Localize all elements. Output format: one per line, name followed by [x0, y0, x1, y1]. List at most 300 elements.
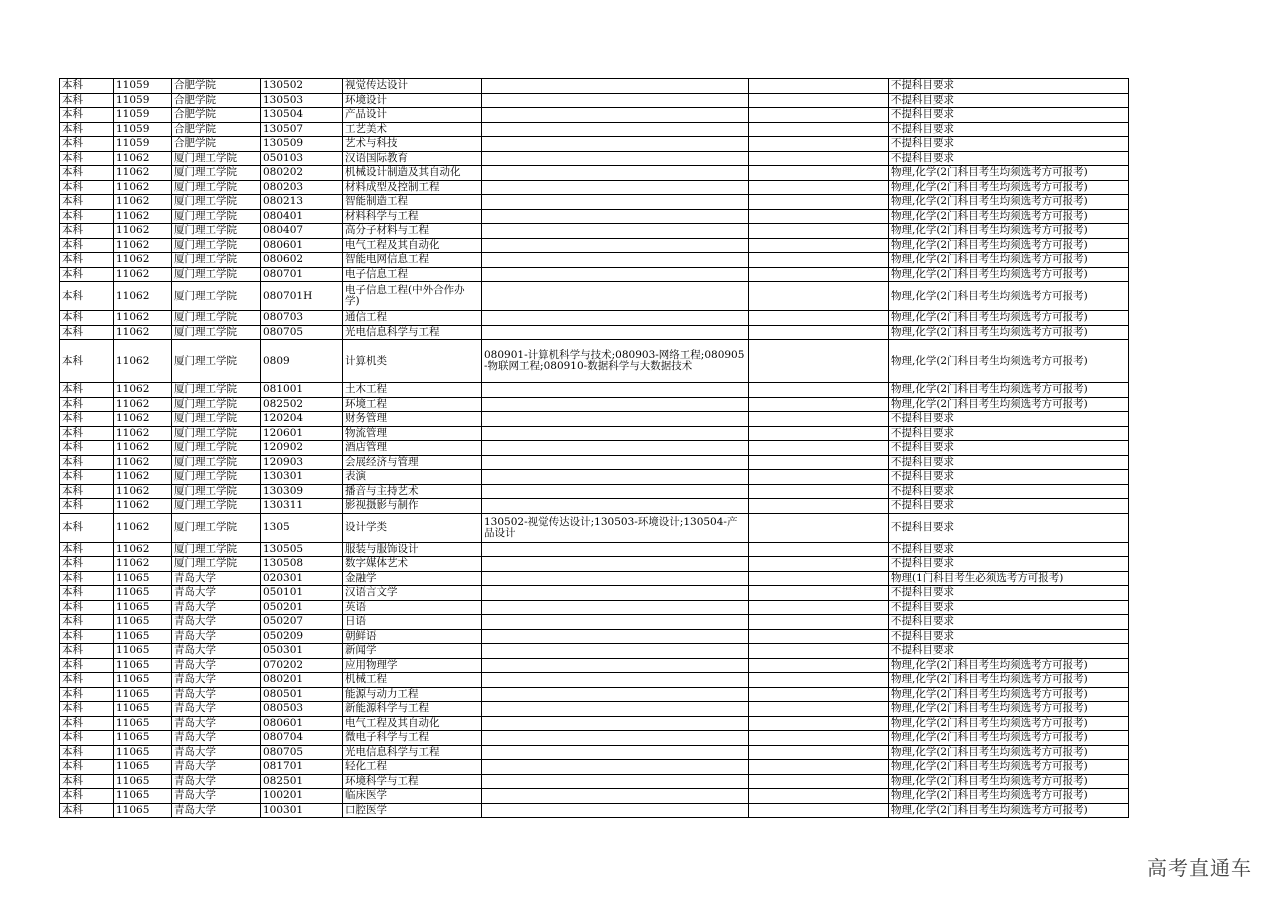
- table-row: [60, 441, 1129, 456]
- included-majors-cell: [482, 79, 749, 94]
- level-cell: 本科: [60, 397, 114, 412]
- major-name-cell: 土木工程: [343, 383, 482, 398]
- major-name-cell: 智能电网信息工程: [343, 253, 482, 268]
- school-name-cell: 厦门理工学院: [172, 166, 261, 181]
- included-majors-cell: [482, 499, 749, 514]
- level-cell: 本科: [60, 644, 114, 659]
- school-code-cell: 11065: [114, 615, 172, 630]
- level-cell: 本科: [60, 412, 114, 427]
- subject-requirement-cell: 不提科目要求: [889, 644, 1129, 659]
- major-name-cell: 产品设计: [343, 108, 482, 123]
- major-code-cell: 080401: [261, 209, 343, 224]
- included-majors-cell: [482, 745, 749, 760]
- major-name-cell: 光电信息科学与工程: [343, 325, 482, 340]
- major-name-cell: 通信工程: [343, 311, 482, 326]
- subject-requirements-table: [59, 78, 1129, 818]
- major-code-cell: 080407: [261, 224, 343, 239]
- school-name-cell: 合肥学院: [172, 93, 261, 108]
- level-cell: 本科: [60, 571, 114, 586]
- major-code-cell: 081701: [261, 760, 343, 775]
- table-row: [60, 557, 1129, 572]
- major-name-cell: 新闻学: [343, 644, 482, 659]
- school-name-cell: 青岛大学: [172, 716, 261, 731]
- subject-requirement-cell: 物理,化学(2门科目考生均须选考方可报考): [889, 673, 1129, 688]
- subject-requirement-cell: 物理,化学(2门科目考生均须选考方可报考): [889, 209, 1129, 224]
- subject-requirement-cell: 物理,化学(2门科目考生均须选考方可报考): [889, 195, 1129, 210]
- level-cell: 本科: [60, 238, 114, 253]
- included-majors-cell: 130502-视觉传达设计;130503-环境设计;130504-产品设计: [482, 513, 749, 542]
- note-cell: [749, 760, 889, 775]
- school-name-cell: 厦门理工学院: [172, 470, 261, 485]
- school-code-cell: 11062: [114, 484, 172, 499]
- school-code-cell: 11059: [114, 93, 172, 108]
- school-code-cell: 11062: [114, 151, 172, 166]
- school-code-cell: 11062: [114, 397, 172, 412]
- level-cell: 本科: [60, 499, 114, 514]
- table-row: [60, 803, 1129, 818]
- school-name-cell: 青岛大学: [172, 571, 261, 586]
- school-code-cell: 11062: [114, 499, 172, 514]
- table-row: [60, 224, 1129, 239]
- school-code-cell: 11062: [114, 267, 172, 282]
- note-cell: [749, 803, 889, 818]
- major-name-cell: 计算机类: [343, 340, 482, 383]
- major-name-cell: 影视摄影与制作: [343, 499, 482, 514]
- note-cell: [749, 513, 889, 542]
- table-row: [60, 253, 1129, 268]
- level-cell: 本科: [60, 513, 114, 542]
- note-cell: [749, 673, 889, 688]
- note-cell: [749, 600, 889, 615]
- school-code-cell: 11065: [114, 774, 172, 789]
- included-majors-cell: [482, 151, 749, 166]
- table-row: [60, 311, 1129, 326]
- major-name-cell: 电气工程及其自动化: [343, 716, 482, 731]
- table-row: [60, 79, 1129, 94]
- major-name-cell: 金融学: [343, 571, 482, 586]
- subject-requirement-cell: 物理,化学(2门科目考生均须选考方可报考): [889, 383, 1129, 398]
- school-name-cell: 厦门理工学院: [172, 441, 261, 456]
- table-row: [60, 586, 1129, 601]
- note-cell: [749, 455, 889, 470]
- major-code-cell: 080704: [261, 731, 343, 746]
- level-cell: 本科: [60, 209, 114, 224]
- note-cell: [749, 658, 889, 673]
- school-code-cell: 11062: [114, 195, 172, 210]
- included-majors-cell: [482, 166, 749, 181]
- school-name-cell: 厦门理工学院: [172, 224, 261, 239]
- table-row: [60, 93, 1129, 108]
- table-row: [60, 484, 1129, 499]
- school-code-cell: 11059: [114, 137, 172, 152]
- subject-requirement-cell: 不提科目要求: [889, 137, 1129, 152]
- level-cell: 本科: [60, 195, 114, 210]
- major-code-cell: 050201: [261, 600, 343, 615]
- major-code-cell: 050103: [261, 151, 343, 166]
- school-code-cell: 11065: [114, 745, 172, 760]
- major-name-cell: 会展经济与管理: [343, 455, 482, 470]
- school-code-cell: 11065: [114, 629, 172, 644]
- level-cell: 本科: [60, 789, 114, 804]
- note-cell: [749, 745, 889, 760]
- subject-requirement-cell: 物理,化学(2门科目考生均须选考方可报考): [889, 253, 1129, 268]
- note-cell: [749, 209, 889, 224]
- level-cell: 本科: [60, 470, 114, 485]
- table-row: [60, 644, 1129, 659]
- school-name-cell: 厦门理工学院: [172, 151, 261, 166]
- school-name-cell: 厦门理工学院: [172, 513, 261, 542]
- subject-requirement-cell: 物理,化学(2门科目考生均须选考方可报考): [889, 803, 1129, 818]
- note-cell: [749, 441, 889, 456]
- included-majors-cell: [482, 195, 749, 210]
- note-cell: [749, 542, 889, 557]
- included-majors-cell: [482, 586, 749, 601]
- school-code-cell: 11065: [114, 644, 172, 659]
- included-majors-cell: [482, 325, 749, 340]
- major-name-cell: 服装与服饰设计: [343, 542, 482, 557]
- table-row: [60, 108, 1129, 123]
- major-code-cell: 082501: [261, 774, 343, 789]
- table-row: [60, 455, 1129, 470]
- school-name-cell: 厦门理工学院: [172, 455, 261, 470]
- major-code-cell: 080701: [261, 267, 343, 282]
- included-majors-cell: [482, 803, 749, 818]
- school-code-cell: 11065: [114, 716, 172, 731]
- school-name-cell: 合肥学院: [172, 108, 261, 123]
- school-name-cell: 青岛大学: [172, 600, 261, 615]
- level-cell: 本科: [60, 122, 114, 137]
- level-cell: 本科: [60, 267, 114, 282]
- subject-requirement-cell: 不提科目要求: [889, 557, 1129, 572]
- watermark-text: 高考直通车: [1147, 856, 1252, 880]
- table-row: [60, 658, 1129, 673]
- school-name-cell: 青岛大学: [172, 731, 261, 746]
- school-code-cell: 11062: [114, 542, 172, 557]
- note-cell: [749, 644, 889, 659]
- subject-requirement-cell: 不提科目要求: [889, 93, 1129, 108]
- school-name-cell: 青岛大学: [172, 702, 261, 717]
- level-cell: 本科: [60, 542, 114, 557]
- school-code-cell: 11065: [114, 789, 172, 804]
- major-code-cell: 080601: [261, 238, 343, 253]
- subject-requirement-cell: 不提科目要求: [889, 542, 1129, 557]
- subject-requirement-cell: 物理,化学(2门科目考生均须选考方可报考): [889, 311, 1129, 326]
- included-majors-cell: [482, 441, 749, 456]
- table-row: [60, 267, 1129, 282]
- included-majors-cell: [482, 702, 749, 717]
- included-majors-cell: [482, 470, 749, 485]
- major-code-cell: 080503: [261, 702, 343, 717]
- major-name-cell: 环境设计: [343, 93, 482, 108]
- subject-requirement-cell: 物理,化学(2门科目考生均须选考方可报考): [889, 687, 1129, 702]
- level-cell: 本科: [60, 180, 114, 195]
- level-cell: 本科: [60, 93, 114, 108]
- school-name-cell: 厦门理工学院: [172, 340, 261, 383]
- level-cell: 本科: [60, 557, 114, 572]
- table-row: [60, 615, 1129, 630]
- subject-requirement-cell: 不提科目要求: [889, 499, 1129, 514]
- subject-requirement-cell: 不提科目要求: [889, 79, 1129, 94]
- included-majors-cell: [482, 397, 749, 412]
- subject-requirement-cell: 物理,化学(2门科目考生均须选考方可报考): [889, 180, 1129, 195]
- major-name-cell: 电子信息工程: [343, 267, 482, 282]
- major-name-cell: 环境科学与工程: [343, 774, 482, 789]
- major-name-cell: 材料科学与工程: [343, 209, 482, 224]
- included-majors-cell: [482, 789, 749, 804]
- note-cell: [749, 484, 889, 499]
- subject-requirement-cell: 不提科目要求: [889, 600, 1129, 615]
- major-name-cell: 视觉传达设计: [343, 79, 482, 94]
- table-row: [60, 673, 1129, 688]
- level-cell: 本科: [60, 108, 114, 123]
- included-majors-cell: [482, 542, 749, 557]
- subject-requirement-cell: 物理,化学(2门科目考生均须选考方可报考): [889, 166, 1129, 181]
- school-code-cell: 11059: [114, 79, 172, 94]
- school-code-cell: 11062: [114, 441, 172, 456]
- subject-requirement-cell: 不提科目要求: [889, 108, 1129, 123]
- table-row: [60, 731, 1129, 746]
- school-code-cell: 11065: [114, 571, 172, 586]
- note-cell: [749, 731, 889, 746]
- level-cell: 本科: [60, 702, 114, 717]
- included-majors-cell: [482, 484, 749, 499]
- subject-requirement-cell: 不提科目要求: [889, 470, 1129, 485]
- major-name-cell: 艺术与科技: [343, 137, 482, 152]
- major-code-cell: 080213: [261, 195, 343, 210]
- school-code-cell: 11059: [114, 108, 172, 123]
- school-code-cell: 11062: [114, 412, 172, 427]
- note-cell: [749, 224, 889, 239]
- major-code-cell: 050101: [261, 586, 343, 601]
- note-cell: [749, 137, 889, 152]
- major-name-cell: 智能制造工程: [343, 195, 482, 210]
- school-code-cell: 11065: [114, 731, 172, 746]
- major-name-cell: 设计学类: [343, 513, 482, 542]
- school-name-cell: 合肥学院: [172, 122, 261, 137]
- included-majors-cell: [482, 426, 749, 441]
- school-name-cell: 厦门理工学院: [172, 195, 261, 210]
- school-code-cell: 11065: [114, 600, 172, 615]
- note-cell: [749, 79, 889, 94]
- subject-requirement-cell: 物理,化学(2门科目考生均须选考方可报考): [889, 658, 1129, 673]
- table-row: [60, 499, 1129, 514]
- subject-requirement-cell: 不提科目要求: [889, 151, 1129, 166]
- school-name-cell: 厦门理工学院: [172, 325, 261, 340]
- note-cell: [749, 412, 889, 427]
- major-code-cell: 080501: [261, 687, 343, 702]
- subject-requirement-cell: 物理,化学(2门科目考生均须选考方可报考): [889, 774, 1129, 789]
- table-row: [60, 789, 1129, 804]
- table-row: [60, 166, 1129, 181]
- table-row: [60, 412, 1129, 427]
- major-name-cell: 英语: [343, 600, 482, 615]
- major-name-cell: 机械工程: [343, 673, 482, 688]
- major-code-cell: 120903: [261, 455, 343, 470]
- subject-requirement-cell: 物理,化学(2门科目考生均须选考方可报考): [889, 325, 1129, 340]
- school-code-cell: 11062: [114, 224, 172, 239]
- major-name-cell: 应用物理学: [343, 658, 482, 673]
- level-cell: 本科: [60, 716, 114, 731]
- note-cell: [749, 108, 889, 123]
- table-row: [60, 426, 1129, 441]
- included-majors-cell: [482, 600, 749, 615]
- included-majors-cell: [482, 629, 749, 644]
- table-row: [60, 687, 1129, 702]
- major-code-cell: 070202: [261, 658, 343, 673]
- included-majors-cell: [482, 644, 749, 659]
- subject-requirement-cell: 物理(1门科目考生必须选考方可报考): [889, 571, 1129, 586]
- school-name-cell: 厦门理工学院: [172, 311, 261, 326]
- level-cell: 本科: [60, 383, 114, 398]
- note-cell: [749, 151, 889, 166]
- school-name-cell: 厦门理工学院: [172, 397, 261, 412]
- level-cell: 本科: [60, 687, 114, 702]
- table-row: [60, 571, 1129, 586]
- table-row: [60, 195, 1129, 210]
- school-code-cell: 11065: [114, 673, 172, 688]
- major-code-cell: 080705: [261, 325, 343, 340]
- school-name-cell: 厦门理工学院: [172, 426, 261, 441]
- included-majors-cell: [482, 412, 749, 427]
- school-name-cell: 青岛大学: [172, 615, 261, 630]
- note-cell: [749, 615, 889, 630]
- included-majors-cell: [482, 673, 749, 688]
- note-cell: [749, 774, 889, 789]
- major-name-cell: 汉语国际教育: [343, 151, 482, 166]
- note-cell: [749, 397, 889, 412]
- school-name-cell: 厦门理工学院: [172, 542, 261, 557]
- major-code-cell: 130509: [261, 137, 343, 152]
- subject-requirement-cell: 物理,化学(2门科目考生均须选考方可报考): [889, 789, 1129, 804]
- table-row: [60, 542, 1129, 557]
- note-cell: [749, 702, 889, 717]
- note-cell: [749, 716, 889, 731]
- subject-requirement-cell: 不提科目要求: [889, 455, 1129, 470]
- major-name-cell: 汉语言文学: [343, 586, 482, 601]
- table-row: [60, 702, 1129, 717]
- school-name-cell: 青岛大学: [172, 629, 261, 644]
- included-majors-cell: [482, 282, 749, 311]
- school-code-cell: 11062: [114, 253, 172, 268]
- level-cell: 本科: [60, 426, 114, 441]
- included-majors-cell: [482, 93, 749, 108]
- major-name-cell: 电气工程及其自动化: [343, 238, 482, 253]
- school-code-cell: 11065: [114, 760, 172, 775]
- level-cell: 本科: [60, 224, 114, 239]
- major-code-cell: 120204: [261, 412, 343, 427]
- level-cell: 本科: [60, 137, 114, 152]
- subject-requirement-cell: 物理,化学(2门科目考生均须选考方可报考): [889, 702, 1129, 717]
- school-name-cell: 厦门理工学院: [172, 484, 261, 499]
- level-cell: 本科: [60, 340, 114, 383]
- included-majors-cell: 080901-计算机科学与技术;080903-网络工程;080905-物联网工程;080910-数据科学与大数据技术: [482, 340, 749, 383]
- table-row: [60, 340, 1129, 383]
- level-cell: 本科: [60, 774, 114, 789]
- table-row: [60, 325, 1129, 340]
- subject-requirement-cell: 物理,化学(2门科目考生均须选考方可报考): [889, 716, 1129, 731]
- major-code-cell: 082502: [261, 397, 343, 412]
- included-majors-cell: [482, 311, 749, 326]
- school-name-cell: 厦门理工学院: [172, 282, 261, 311]
- school-code-cell: 11065: [114, 803, 172, 818]
- major-code-cell: 100301: [261, 803, 343, 818]
- major-code-cell: 130508: [261, 557, 343, 572]
- table-row: [60, 282, 1129, 311]
- major-code-cell: 130301: [261, 470, 343, 485]
- major-code-cell: 130309: [261, 484, 343, 499]
- table-row: [60, 137, 1129, 152]
- school-name-cell: 厦门理工学院: [172, 557, 261, 572]
- major-code-cell: 0809: [261, 340, 343, 383]
- major-code-cell: 050301: [261, 644, 343, 659]
- major-name-cell: 物流管理: [343, 426, 482, 441]
- major-name-cell: 工艺美术: [343, 122, 482, 137]
- note-cell: [749, 571, 889, 586]
- level-cell: 本科: [60, 325, 114, 340]
- subject-requirement-cell: 物理,化学(2门科目考生均须选考方可报考): [889, 760, 1129, 775]
- subject-requirement-cell: 不提科目要求: [889, 586, 1129, 601]
- major-name-cell: 临床医学: [343, 789, 482, 804]
- table-row: [60, 600, 1129, 615]
- major-code-cell: 130503: [261, 93, 343, 108]
- note-cell: [749, 789, 889, 804]
- major-name-cell: 光电信息科学与工程: [343, 745, 482, 760]
- note-cell: [749, 195, 889, 210]
- table-row: [60, 397, 1129, 412]
- level-cell: 本科: [60, 455, 114, 470]
- major-name-cell: 表演: [343, 470, 482, 485]
- included-majors-cell: [482, 557, 749, 572]
- note-cell: [749, 586, 889, 601]
- level-cell: 本科: [60, 79, 114, 94]
- note-cell: [749, 470, 889, 485]
- level-cell: 本科: [60, 673, 114, 688]
- included-majors-cell: [482, 774, 749, 789]
- school-name-cell: 厦门理工学院: [172, 412, 261, 427]
- note-cell: [749, 238, 889, 253]
- level-cell: 本科: [60, 760, 114, 775]
- school-name-cell: 青岛大学: [172, 803, 261, 818]
- included-majors-cell: [482, 658, 749, 673]
- level-cell: 本科: [60, 731, 114, 746]
- school-code-cell: 11062: [114, 238, 172, 253]
- major-code-cell: 080703: [261, 311, 343, 326]
- subject-requirement-cell: 物理,化学(2门科目考生均须选考方可报考): [889, 282, 1129, 311]
- school-name-cell: 厦门理工学院: [172, 209, 261, 224]
- subject-requirement-cell: 不提科目要求: [889, 412, 1129, 427]
- school-code-cell: 11065: [114, 658, 172, 673]
- table-row: [60, 180, 1129, 195]
- major-name-cell: 财务管理: [343, 412, 482, 427]
- major-name-cell: 口腔医学: [343, 803, 482, 818]
- level-cell: 本科: [60, 586, 114, 601]
- included-majors-cell: [482, 122, 749, 137]
- subject-requirement-cell: 物理,化学(2门科目考生均须选考方可报考): [889, 731, 1129, 746]
- table-row: [60, 513, 1129, 542]
- major-name-cell: 机械设计制造及其自动化: [343, 166, 482, 181]
- school-name-cell: 厦门理工学院: [172, 267, 261, 282]
- table-row: [60, 760, 1129, 775]
- major-name-cell: 高分子材料与工程: [343, 224, 482, 239]
- school-name-cell: 青岛大学: [172, 774, 261, 789]
- major-code-cell: 120902: [261, 441, 343, 456]
- school-code-cell: 11062: [114, 383, 172, 398]
- included-majors-cell: [482, 383, 749, 398]
- table-row: [60, 238, 1129, 253]
- school-name-cell: 合肥学院: [172, 79, 261, 94]
- note-cell: [749, 557, 889, 572]
- school-name-cell: 青岛大学: [172, 586, 261, 601]
